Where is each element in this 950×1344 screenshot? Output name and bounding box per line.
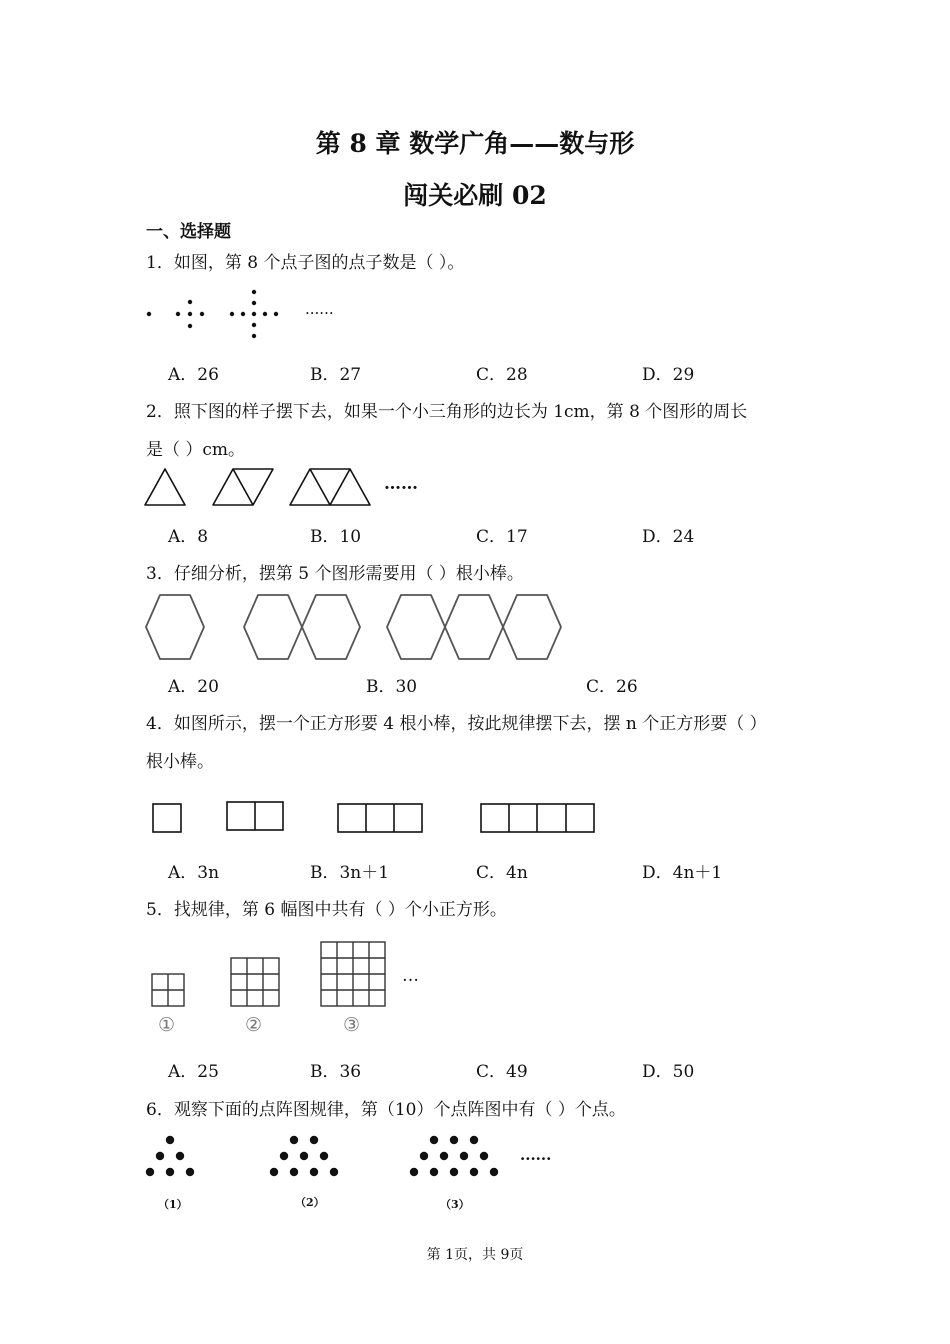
q3-option-a[interactable]: A．20 — [168, 677, 219, 697]
page-title: 第 8 章 数学广角——数与形 — [315, 129, 635, 158]
q1-ellipsis: ...... — [305, 300, 334, 318]
q2-figure-2 — [213, 469, 273, 505]
q5-ellipsis: … — [402, 966, 419, 986]
q5-grid-figures — [150, 940, 390, 1008]
q5-option-a[interactable]: A．25 — [168, 1062, 219, 1082]
q6-ellipsis: ...... — [520, 1146, 552, 1164]
q4-figure-1 — [153, 804, 181, 832]
q2-option-d[interactable]: D．24 — [642, 527, 695, 547]
q1-option-c[interactable]: C．28 — [476, 365, 528, 385]
q5-label-3: ③ — [343, 1014, 361, 1036]
question-2-stem-line2: 是（ ）cm。 — [146, 440, 246, 460]
q5-option-c[interactable]: C．49 — [476, 1062, 528, 1082]
q6-label-1: （1） — [158, 1198, 188, 1211]
q4-option-a[interactable]: A．3n — [168, 863, 220, 883]
page-subtitle: 闯关必刷 02 — [403, 181, 547, 210]
q4-option-b[interactable]: B．3n＋1 — [310, 863, 390, 883]
question-2-stem-line1: 2．照下图的样子摆下去，如果一个小三角形的边长为 1cm，第 8 个图形的周长 — [146, 402, 748, 422]
q3-hexagon-figures — [142, 590, 566, 664]
q3-figure-1 — [146, 595, 204, 659]
q4-figure-2 — [227, 802, 283, 830]
q2-figure-1 — [145, 469, 185, 505]
section-heading: 一、选择题 — [146, 222, 231, 242]
q4-square-figures — [150, 800, 600, 836]
q1-figure-1 — [147, 312, 151, 316]
q1-figure-3 — [230, 290, 278, 338]
q6-label-3: （3） — [440, 1198, 470, 1211]
question-6-stem: 6．观察下面的点阵图规律，第（10）个点阵图中有（ ）个点。 — [146, 1100, 626, 1120]
q5-label-1: ① — [158, 1014, 176, 1036]
q1-option-b[interactable]: B．27 — [310, 365, 362, 385]
q5-figure-1 — [152, 974, 184, 1006]
q2-figure-3 — [290, 469, 370, 505]
question-1-stem: 1．如图，第 8 个点子图的点子数是（ ）。 — [146, 253, 465, 273]
q2-option-b[interactable]: B．10 — [310, 527, 362, 547]
question-5-stem: 5．找规律，第 6 幅图中共有（ ）个小正方形。 — [146, 900, 507, 920]
q6-figure-2 — [270, 1136, 338, 1176]
q5-option-d[interactable]: D．50 — [642, 1062, 695, 1082]
q5-option-b[interactable]: B．36 — [310, 1062, 362, 1082]
q6-figure-3 — [410, 1136, 498, 1176]
q4-figure-3 — [338, 804, 422, 832]
q5-figure-2 — [231, 958, 279, 1006]
page-footer: 第 1页，共 9页 — [426, 1247, 524, 1263]
q3-figure-2 — [244, 595, 360, 659]
q1-option-d[interactable]: D．29 — [642, 365, 695, 385]
q1-figure-2 — [176, 300, 204, 328]
q1-option-a[interactable]: A．26 — [168, 365, 219, 385]
q3-option-b[interactable]: B．30 — [366, 677, 418, 697]
q5-label-2: ② — [245, 1014, 263, 1036]
q2-ellipsis: …… — [384, 474, 418, 494]
q6-label-2: （2） — [295, 1196, 325, 1209]
q4-figure-4 — [481, 804, 594, 832]
q4-option-c[interactable]: C．4n — [476, 863, 528, 883]
q2-option-a[interactable]: A．8 — [168, 527, 209, 547]
q5-figure-3 — [321, 942, 385, 1006]
q6-dot-array-figures — [144, 1132, 504, 1180]
question-4-stem-line2: 根小棒。 — [146, 752, 214, 772]
q6-figure-1 — [146, 1136, 194, 1176]
q3-option-c[interactable]: C．26 — [586, 677, 638, 697]
question-3-stem: 3．仔细分析，摆第 5 个图形需要用（ ）根小棒。 — [146, 564, 524, 584]
q2-option-c[interactable]: C．17 — [476, 527, 528, 547]
question-4-stem-line1: 4．如图所示，摆一个正方形要 4 根小棒，按此规律摆下去，摆 n 个正方形要（ ） — [146, 714, 767, 734]
q4-option-d[interactable]: D．4n＋1 — [642, 863, 723, 883]
q3-figure-3 — [387, 595, 561, 659]
